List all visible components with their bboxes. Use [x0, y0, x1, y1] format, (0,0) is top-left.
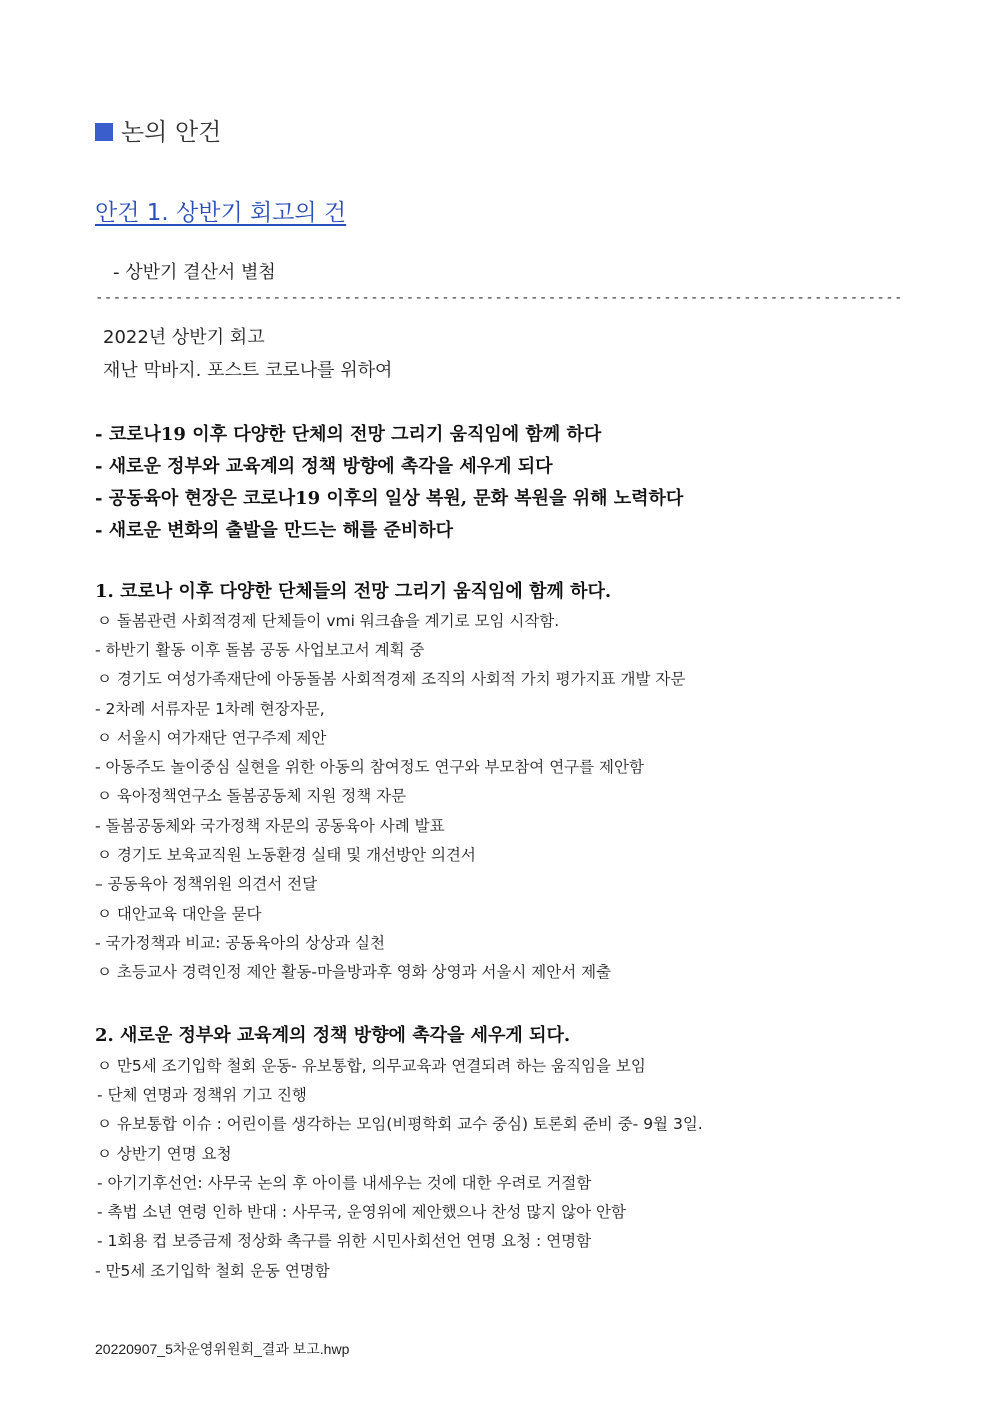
section1-line: - 돌봄공동체와 국가정책 자문의 공동육아 사례 발표 [95, 817, 445, 835]
section1-line: - 아동주도 놀이중심 실현을 위한 아동의 참여정도 연구와 부모참여 연구를 제안함 [95, 758, 644, 776]
summary-point: - 코로나19 이후 다양한 단체의 전망 그리기 움직임에 함께 하다 [95, 424, 602, 445]
divider-line: ------------------------------------------------------------------------------------------- [95, 290, 903, 306]
section-title [95, 112, 221, 147]
section-title-text: 논의 안건 [121, 118, 222, 146]
section1-line: ㅇ 경기도 보육교직원 노동환경 실태 및 개선방안 의견서 [97, 846, 476, 864]
attachment-note: - 상반기 결산서 별첨 [113, 262, 276, 283]
summary-point: - 새로운 변화의 출발을 만드는 해를 준비하다 [95, 520, 454, 541]
review-subtitle: 재난 막바지. 포스트 코로나를 위하여 [103, 360, 393, 381]
section1-line: ㅇ 돌봄관련 사회적경제 단체들이 vmi 워크숍을 계기로 모임 시작함. [97, 612, 560, 630]
summary-point: - 새로운 정부와 교육계의 정책 방향에 촉각을 세우게 되다 [95, 456, 553, 477]
section1-line: - 국가정책과 비교: 공동육아의 상상과 실천 [95, 934, 385, 952]
section1-line: – 공동육아 정책위원 의견서 전달 [95, 875, 318, 893]
section2-line: - 아기기후선언: 사무국 논의 후 아이를 내세우는 것에 대한 우려로 거절함 [97, 1174, 592, 1192]
section2-line: ㅇ 만5세 조기입학 철회 운동- 유보통합, 의무교육과 연결되려 하는 움직임을 보임 [97, 1057, 646, 1075]
square-bullet-icon [95, 123, 113, 141]
section1-line: ㅇ 초등교사 경력인정 제안 활동-마을방과후 영화 상영과 서울시 제안서 제출 [97, 963, 612, 981]
section2-heading: 2. 새로운 정부와 교육계의 정책 방향에 촉각을 세우게 되다. [95, 1025, 571, 1046]
section2-line: ㅇ 상반기 연명 요청 [97, 1145, 232, 1163]
section1-line: - 2차례 서류자문 1차례 현장자문, [95, 700, 325, 718]
section1-line: ㅇ 서울시 여가재단 연구주제 제안 [97, 729, 327, 747]
section2-line: ㅇ 유보통합 이슈 : 어린이를 생각하는 모임(비평학회 교수 중심) 토론회 준비 중- 9월 3일. [97, 1115, 703, 1133]
section2-line: - 1회용 컵 보증금제 정상화 촉구를 위한 시민사회선언 연명 요청 : 연명함 [97, 1232, 592, 1250]
section1-line: ㅇ 육아정책연구소 돌봄공동체 지원 정책 자문 [97, 787, 407, 805]
section1-heading: 1. 코로나 이후 다양한 단체들의 전망 그리기 움직임에 함께 하다. [95, 581, 612, 602]
agenda-title: 안건 1. 상반기 회고의 건 [95, 200, 347, 226]
section2-line: - 만5세 조기입학 철회 운동 연명함 [95, 1262, 330, 1280]
section1-line: ㅇ 경기도 여성가족재단에 아동돌봄 사회적경제 조직의 사회적 가치 평가지표 개발 자문 [97, 670, 686, 688]
section1-line: ㅇ 대안교육 대안을 묻다 [97, 905, 262, 923]
section1-line: - 하반기 활동 이후 돌봄 공동 사업보고서 계획 중 [95, 641, 425, 659]
review-title: 2022년 상반기 회고 [103, 327, 265, 348]
summary-point: - 공동육아 현장은 코로나19 이후의 일상 복원, 문화 복원을 위해 노력하다 [95, 488, 684, 509]
section2-line: - 촉법 소년 연령 인하 반대 : 사무국, 운영위에 제안했으나 찬성 많지 않아 안함 [97, 1203, 626, 1221]
section2-line: - 단체 연명과 정책위 기고 진행 [97, 1086, 307, 1104]
file-name-footer: 20220907_5차운영위원회_결과 보고.hwp [95, 1341, 350, 1357]
